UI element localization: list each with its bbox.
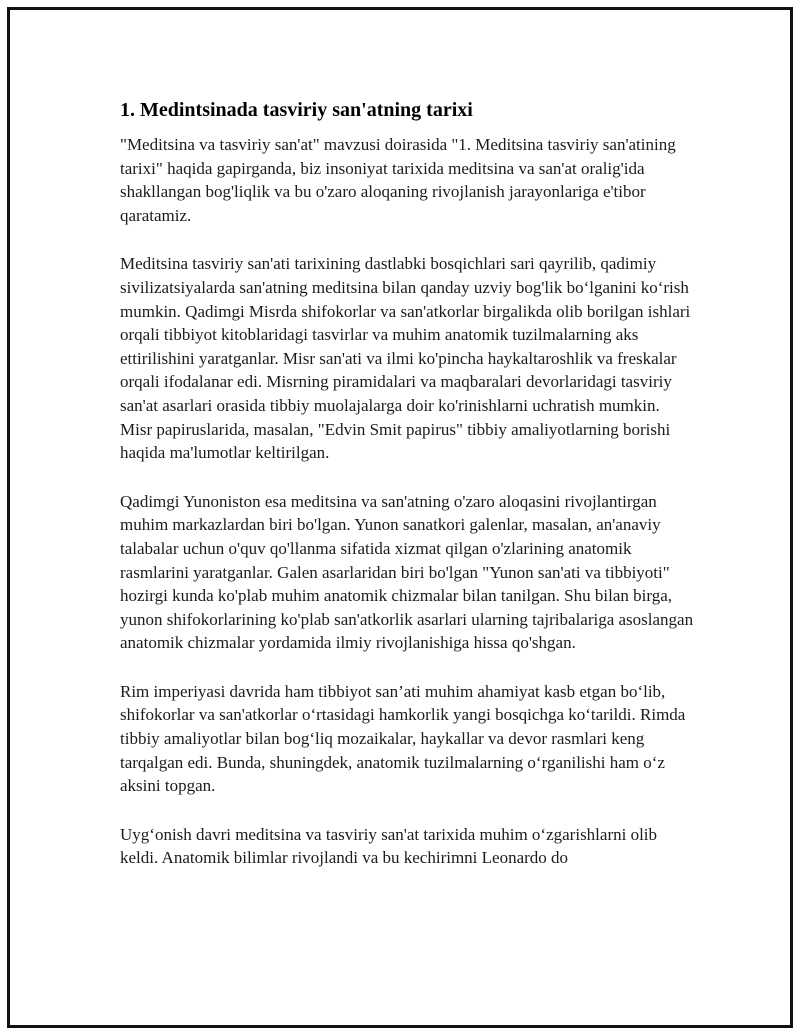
paragraph-intro: "Meditsina va tasviriy san'at" mavzusi doirasida "1. Meditsina tasviriy san'atining tarixi" haqida gapirganda, biz insoniyat tarixida meditsina va san'at oralig'ida shakllangan bog'liqlik va bu o'zaro aloqaning rivojlanish jarayonlariga e'tibor qaratamiz. xyxy=(120,135,676,225)
page-frame xyxy=(7,7,793,1028)
document-title: 1. Medintsinada tasviriy san'atning tarixi xyxy=(120,99,473,121)
paragraph-rome: Rim imperiyasi davrida ham tibbiyot san’ati muhim ahamiyat kasb etgan bo‘lib, shifokorlar va san'atkorlar o‘rtasidagi hamkorlik yangi bosqichga ko‘tarildi. Rimda tibbiy amaliyotlar bilan bog‘liq mozaikalar, haykallar va devor rasmlari keng tarqalgan edi. Bunda, shuningdek, anatomik tuzilmalarning o‘rganilishi ham o‘z aksini topgan. xyxy=(120,681,686,796)
document-body xyxy=(120,98,695,895)
paragraph-egypt: Meditsina tasviriy san'ati tarixining dastlabki bosqichlari sari qayrilib, qadimiy sivilizatsiyalarda san'atning meditsina bilan qanday uzviy bog'lik bo‘lganini ko‘rish mumkin. Qadimgi Misrda shifokorlar va san'atkorlar birgalikda olib borilgan ishlari orqali tibbiyot kitoblaridagi tasvirlar va muhim anatomik tuzilmalarning aks ettirilishini yaratganlar. Misr san'ati va ilmi ko'pincha haykaltaroshlik va freskalar orqali ifodalanar edi. Misrning piramidalari va maqbaralari devorlaridagi tasviriy san'at asarlari orasida tibbiy muolajalarga doir ko'rinishlarni uchratish mumkin. Misr papiruslarida, masalan, "Edvin Smit papirus" tibbiy amaliyotlarning borishi haqida ma'lumotlar keltirilgan. xyxy=(120,254,691,463)
paragraph-renaissance: Uyg‘onish davri meditsina va tasviriy san'at tarixida muhim o‘zgarishlarni olib keldi. Anatomik bilimlar rivojlandi va bu kechirimni Leonardo do xyxy=(120,824,658,868)
paragraph-greece: Qadimgi Yunoniston esa meditsina va san'atning o'zaro aloqasini rivojlantirgan muhim markazlardan biri bo'lgan. Yunon sanatkori galenlar, masalan, an'anaviy talabalar uchun o'quv qo'llanma sifatida xizmat qilgan o'zlarining anatomik rasmlarini yaratganlar. Galen asarlaridan biri bo'lgan "Yunon san'ati va tibbiyoti" hozirgi kunda ko'plab muhim anatomik chizmalar bilan tanilgan. Shu bilan birga, yunon shifokorlarining ko'plab san'atkorlik asarlari ularning tajribalariga asoslangan anatomik chizmalar yordamida ilmiy rivojlanishiga hissa qo'shgan. xyxy=(120,491,694,653)
